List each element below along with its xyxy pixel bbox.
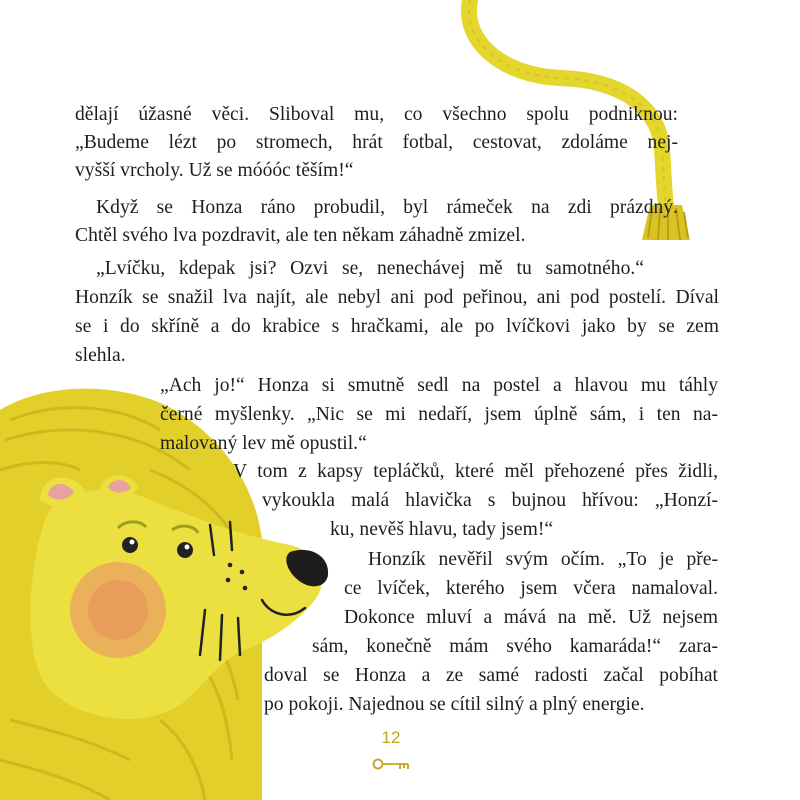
text-line: Když se Honza ráno probudil, byl rámeček na zdi prázdný. [96,197,678,218]
text-line: „Lvíčku, kdepak jsi? Ozvi se, nenechávej mě tu samotného.“ [96,258,644,279]
text-line: Dokonce mluví a mává na mě. Už nejsem [344,607,718,628]
text-line: V tom z kapsy tepláčků, které měl přehozené přes židli, [233,461,718,482]
text-line: dělají úžasné věci. Sliboval mu, co všechno spolu podniknou: [75,104,678,125]
text-line: po pokoji. Najednou se cítil silný a plný energie. [264,694,645,715]
text-line: „Budeme lézt po stromech, hrát fotbal, cestovat, zdoláme nej- [75,132,678,153]
text-line: vyšší vrcholy. Už se móóóc těším!“ [75,160,354,181]
text-line: ce lvíček, kterého jsem včera namaloval. [344,578,718,599]
text-line: vykoukla malá hlavička s bujnou hřívou: „Honzí- [262,490,718,511]
text-line: sám, konečně mám svého kamaráda!“ zara- [312,636,718,657]
text-line: Chtěl svého lva pozdravit, ale ten někam záhadně zmizel. [75,225,526,246]
text-line: malovaný lev mě opustil.“ [160,433,367,454]
text-line: slehla. [75,345,126,366]
text-line: „Ach jo!“ Honza si smutně sedl na postel a hlavou mu táhly [160,375,718,396]
key-icon [372,756,412,772]
text-line: se i do skříně a do krabice s hračkami, ale po lvíčkovi jako by se zem [75,316,719,337]
page-number: 12 [381,728,401,747]
text-line: Honzík se snažil lva najít, ale nebyl ani pod peřinou, ani pod postelí. Díval [75,287,719,308]
text-line: černé myšlenky. „Nic se mi nedaří, jsem úplně sám, i ten na- [160,404,718,425]
text-line: ku, nevěš hlavu, tady jsem!“ [330,519,554,540]
text-line: doval se Honza a ze samé radosti začal pobíhat [264,665,718,686]
text-line: Honzík nevěřil svým očím. „To je pře- [368,549,718,570]
